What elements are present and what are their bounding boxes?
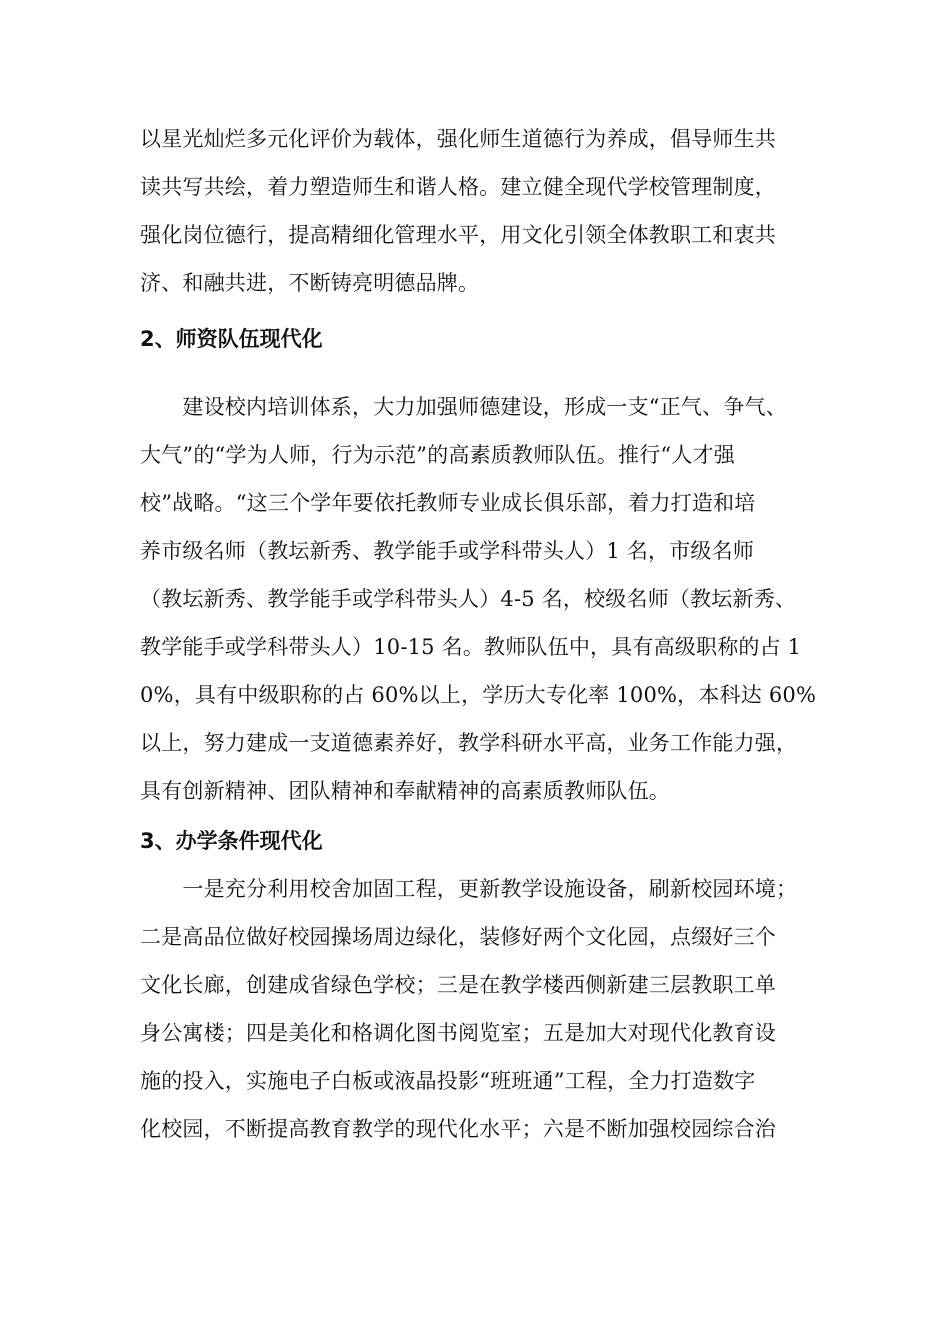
text-line: 读共写共绘，着力塑造师生和谐人格。建立健全现代学校管理制度，: [140, 175, 776, 199]
text-line: 以上，努力建成一支道德素养好，教学科研水平高，业务工作能力强，: [140, 731, 798, 755]
section-3-heading: [140, 817, 830, 865]
text-line: 身公寓楼；四是美化和格调化图书阅览室；五是加大对现代化教育设: [140, 1021, 776, 1045]
section-3-title: 、办学条件现代化: [154, 828, 323, 853]
spacer: [140, 307, 830, 315]
section-3-number: 3: [140, 829, 155, 853]
text-line: 建设校内培训体系，大力加强师德建设，形成一支“正气、争气、: [140, 395, 787, 419]
text-line: 以星光灿烂多元化评价为载体，强化师生道德行为养成，倡导师生共: [140, 127, 776, 151]
text-line: 具有创新精神、团队精神和奉献精神的高素质教师队伍。: [140, 779, 670, 803]
text-line: 济、和融共进，不断铸亮明德品牌。: [140, 271, 480, 295]
text-line: 施的投入，实施电子白板或液晶投影“班班通”工程，全力打造数字: [140, 1069, 756, 1093]
text-line: 教学能手或学科带头人）10-15 名。教师队伍中，具有高级职称的占 1: [140, 635, 802, 659]
section-2-title: 、师资队伍现代化: [154, 326, 323, 351]
text-line: 文化长廊，创建成省绿色学校；三是在教学楼西侧新建三层教职工单: [140, 973, 776, 997]
section-2-heading: [140, 315, 830, 363]
intro-paragraph: [140, 115, 830, 307]
text-line: 二是高品位做好校园操场周边绿化，装修好两个文化园，点缀好三个: [140, 925, 776, 949]
text-line: （教坛新秀、教学能手或学科带头人）4-5 名，校级名师（教坛新秀、: [140, 587, 797, 611]
text-line: 一是充分利用校舍加固工程，更新教学设施设备，刷新校园环境；: [140, 877, 798, 901]
spacer: [140, 363, 830, 383]
text-line: 0%，具有中级职称的占 60%以上，学历大专化率 100%，本科达 60%: [140, 683, 817, 707]
section-2-number: 2: [140, 327, 155, 351]
text-line: 养市级名师（教坛新秀、教学能手或学科带头人）1 名，市级名师: [140, 539, 755, 563]
text-line: 校”战略。“这三个学年要依托教师专业成长俱乐部，着力打造和培: [140, 491, 756, 515]
section-3-paragraph: [140, 865, 830, 1153]
text-line: 大气”的“学为人师，行为示范”的高素质教师队伍。推行“人才强: [140, 443, 735, 467]
section-2-paragraph: [140, 383, 830, 815]
text-line: 化校园，不断提高教育教学的现代化水平；六是不断加强校园综合治: [140, 1117, 776, 1141]
document-body: [140, 115, 830, 1153]
text-line: 强化岗位德行，提高精细化管理水平，用文化引领全体教职工和衷共: [140, 223, 776, 247]
